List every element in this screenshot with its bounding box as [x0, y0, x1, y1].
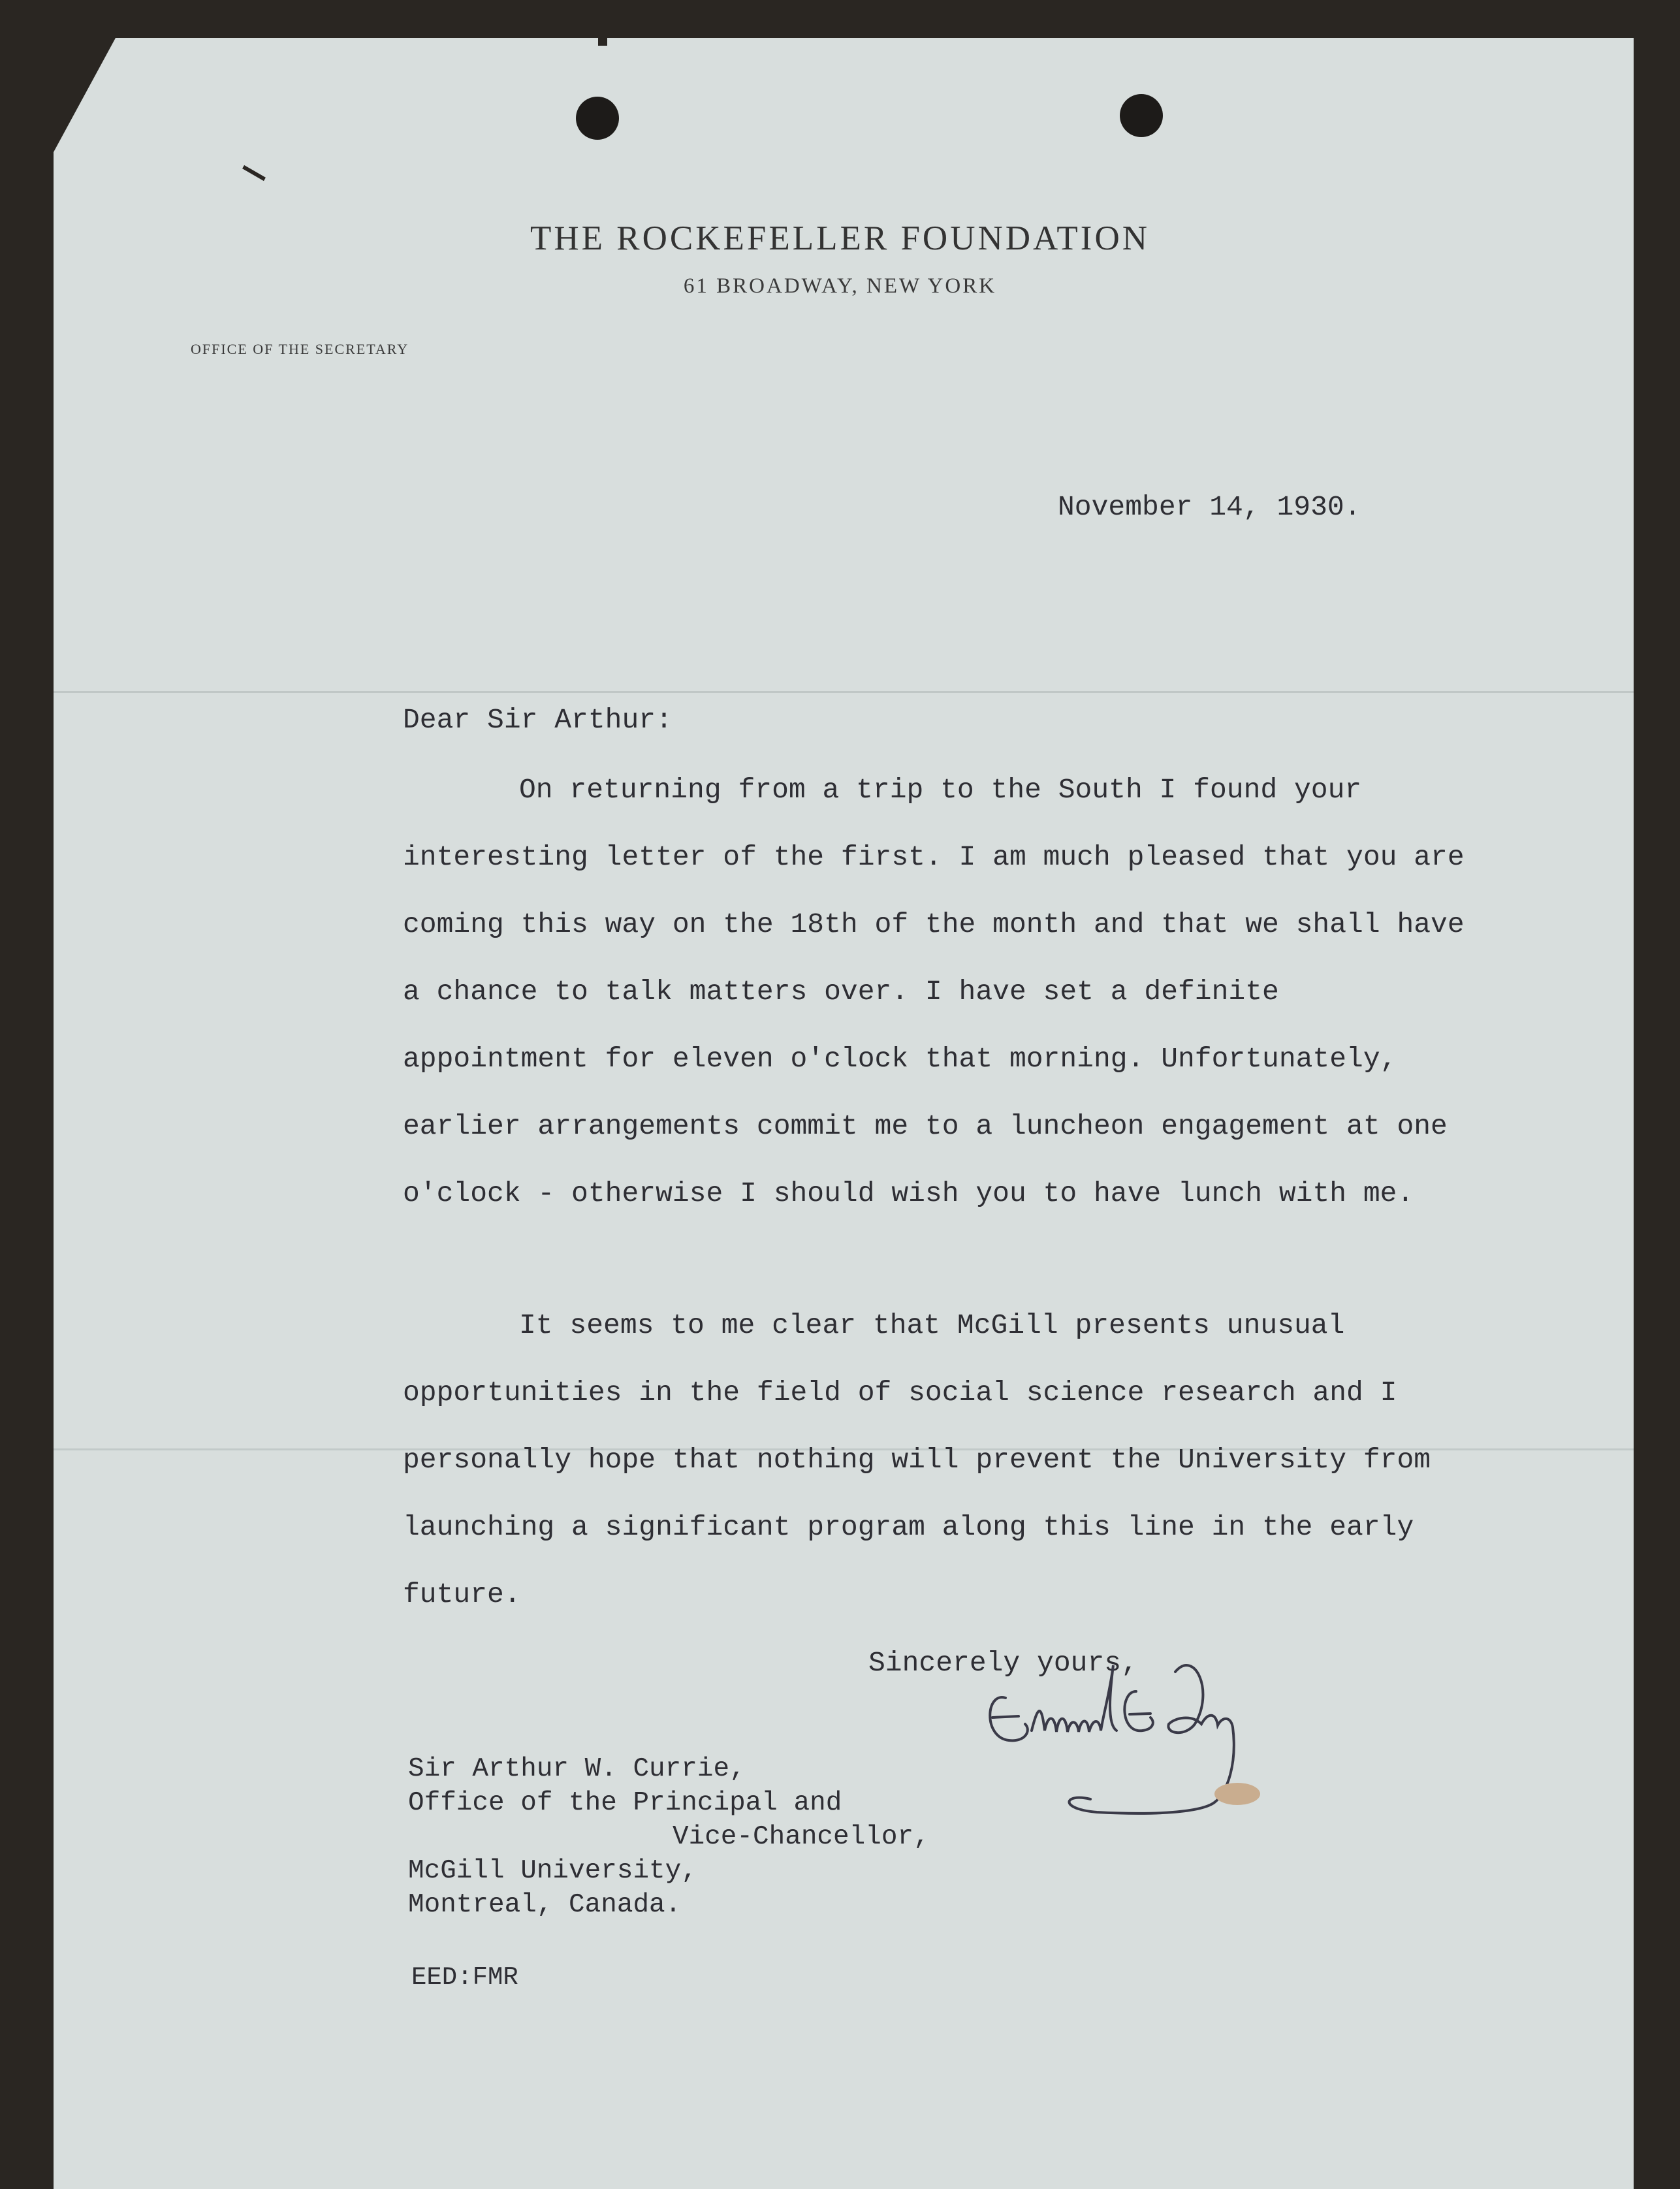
recipient-address — [408, 1752, 930, 1922]
letter-date: November 14, 1930. — [1058, 491, 1361, 523]
ink-mark — [598, 38, 607, 46]
recipient-office-line-1: Office of the Principal and — [408, 1788, 842, 1818]
body-paragraph-1: On returning from a trip to the South I found your interesting letter of the first. I am much pleased that you are coming this way on the 18th of the month and that we shall have a chance to talk matters over. I have set a definite appointment for eleven o'clock that morning. Unfortunately, earlier arrangements commit me to a luncheon engagement at one o'clock - otherwise I should wish you to have lunch with me. — [403, 774, 1465, 1209]
letterhead-organization: THE ROCKEFELLER FOUNDATION — [530, 219, 1150, 257]
punch-hole — [576, 97, 619, 140]
recipient-name: Sir Arthur W. Currie, — [408, 1754, 746, 1784]
paper-stain — [1214, 1783, 1260, 1805]
reference-initials: EED:FMR — [411, 1963, 518, 1992]
letterhead-office: OFFICE OF THE SECRETARY — [191, 341, 409, 357]
salutation: Dear Sir Arthur: — [403, 704, 673, 736]
recipient-city: Montreal, Canada. — [408, 1890, 682, 1920]
recipient-office-line-2: Vice-Chancellor, — [673, 1822, 930, 1852]
recipient-institution: McGill University, — [408, 1856, 697, 1886]
punch-hole — [1120, 94, 1163, 137]
signature — [979, 1652, 1332, 1822]
fold-line — [54, 691, 1634, 693]
body-paragraph-2: It seems to me clear that McGill presents unusual opportunities in the field of social science research and I personally hope that nothing will prevent the University from launching a significant program along this line in the early future. — [403, 1309, 1431, 1610]
letterhead-address: 61 BROADWAY, NEW YORK — [683, 274, 997, 298]
closing: Sincerely yours, — [868, 1647, 1138, 1679]
